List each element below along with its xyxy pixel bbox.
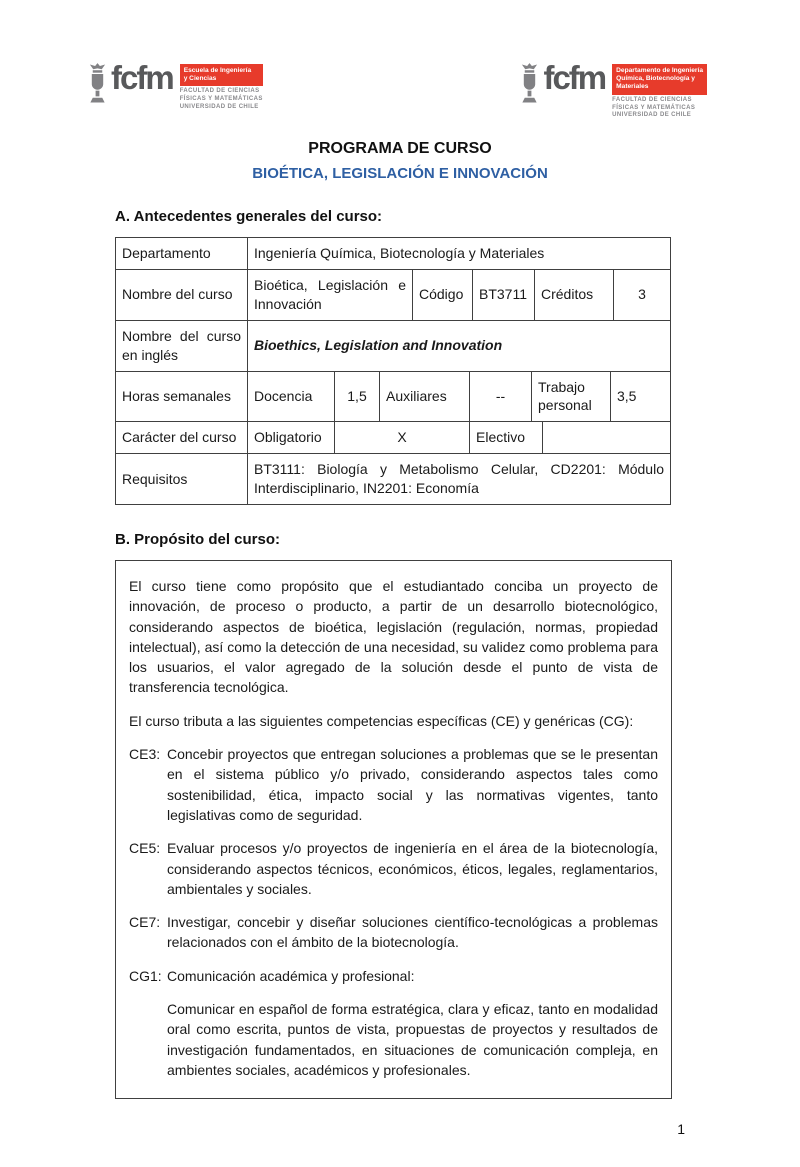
row-label: Nombre del curso en inglés	[116, 321, 248, 371]
competencia-item-ce7	[129, 912, 658, 953]
table-row-requisitos	[116, 454, 670, 504]
purpose-paragraph: El curso tiene como propósito que el estudiantado conciba un proyecto de innovación, de proceso o producto, a partir de un desarrollo biotecnológico, considerando aspectos de bioética, legislación (regulación, normas, propiedad intelectual), así como la detección de una necesidad, su validez como problema para los usuarios, el valor agregado de la solución desde el punto de vista de transferencia tecnológica.	[129, 578, 658, 696]
nombre-ingles-value: Bioethics, Legislation and Innovation	[254, 337, 503, 354]
row-label: Departamento	[116, 238, 248, 269]
row-label: Horas semanales	[116, 372, 248, 422]
nombre-curso-value: Bioética, Legislación e Innovación	[248, 270, 413, 320]
table-row-departamento	[116, 238, 670, 270]
cg1-detail-paragraph: Comunicar en español de forma estratégica, clara y eficaz, tanto en modalidad oral como escrita, puntos de vista, propuestas de proyectos y resultados de investigación fundamentados, en situaciones de comunicación compleja, en ambientes sociales, académicos y profesionales.	[167, 1001, 658, 1078]
tributa-paragraph: El curso tributa a las siguientes competencias específicas (CE) y genéricas (CG):	[129, 712, 634, 729]
table-row-horas	[116, 372, 670, 423]
departamento-value: Ingeniería Química, Biotecnología y Materiales	[254, 245, 545, 262]
row-label: Nombre del curso	[116, 270, 248, 320]
codigo-value: BT3711	[473, 270, 535, 320]
faculty-name-lines: FACULTAD DE CIENCIAS FÍSICAS Y MATEMÁTICAS UNIVERSIDAD DE CHILE	[612, 96, 696, 119]
competencia-text: Investigar, concebir y diseñar soluciones científico-tecnológicas a problemas relacionados con el ámbito de la biotecnología.	[167, 914, 658, 951]
row-label: Requisitos	[116, 454, 248, 504]
document-title: PROGRAMA DE CURSO	[308, 140, 492, 158]
docencia-label: Docencia	[248, 372, 335, 422]
trabajo-personal-value: 3,5	[617, 387, 637, 404]
general-info-table	[115, 237, 671, 505]
competencia-item-ce5	[129, 838, 658, 899]
electivo-label: Electivo	[470, 422, 543, 453]
competencia-text: Concebir proyectos que entregan soluciones a problemas que se le presentan en el sistema público y/o privado, considerando aspectos tales como sostenibilidad, ética, impacto social y las normativas vigentes, tanto legislativas como de seguridad.	[167, 746, 658, 823]
row-label: Carácter del curso	[116, 422, 248, 453]
title-block	[115, 140, 685, 182]
competencia-item-ce3	[129, 744, 658, 825]
universidad-de-chile-crest-icon	[520, 63, 539, 105]
logo-fcfm-left	[88, 59, 263, 112]
competencia-label: CE3:	[129, 746, 161, 763]
competencia-label: CE5:	[129, 840, 161, 857]
competencia-text: Comunicación académica y profesional:	[167, 967, 415, 984]
creditos-label: Créditos	[535, 270, 614, 320]
table-row-caracter	[116, 422, 670, 454]
department-name-block: Departamento de Ingeniería Química, Biotecnología y Materiales	[612, 64, 707, 95]
obligatorio-label: Obligatorio	[248, 422, 335, 453]
competencia-item-cg1	[129, 966, 658, 986]
fcfm-wordmark: fcfm	[111, 59, 173, 96]
section-b-heading: B. Propósito del curso:	[115, 531, 281, 548]
course-title: BIOÉTICA, LEGISLACIÓN E INNOVACIÓN	[252, 165, 548, 183]
auxiliares-value: --	[470, 372, 532, 422]
school-name-block: Escuela de Ingeniería y Ciencias	[180, 64, 263, 86]
faculty-name-lines: FACULTAD DE CIENCIAS FÍSICAS Y MATEMÁTICAS UNIVERSIDAD DE CHILE	[179, 88, 263, 111]
section-a-heading: A. Antecedentes generales del curso:	[115, 208, 383, 226]
docencia-value: 1,5	[335, 372, 380, 422]
competencia-text: Evaluar procesos y/o proyectos de ingeniería en el área de la biotecnología, considerando aspectos técnicos, económicos, éticos, legales, reglamentarios, ambientales y sociales.	[167, 840, 658, 897]
document-page	[111, 59, 703, 1138]
electivo-mark	[543, 422, 670, 453]
logo-fcfm-right	[520, 59, 707, 120]
requisitos-value: BT3111: Biología y Metabolismo Celular, CD2201: Módulo Interdisciplinario, IN2201: Economía	[254, 461, 664, 497]
universidad-de-chile-crest-icon	[88, 63, 107, 105]
header-logos	[88, 59, 707, 120]
trabajo-personal-label: Trabajo personal	[532, 372, 611, 422]
obligatorio-mark: X	[335, 422, 470, 453]
codigo-label: Código	[413, 270, 473, 320]
competencia-label: CG1:	[129, 967, 162, 984]
page-number: 1	[677, 1121, 685, 1138]
fcfm-wordmark: fcfm	[543, 59, 606, 96]
course-purpose-box	[115, 560, 672, 1099]
auxiliares-label: Auxiliares	[380, 372, 470, 422]
table-row-nombre-ingles	[116, 321, 670, 372]
competencia-label: CE7:	[129, 914, 161, 931]
table-row-nombre-curso	[116, 270, 670, 321]
creditos-value: 3	[638, 286, 646, 303]
